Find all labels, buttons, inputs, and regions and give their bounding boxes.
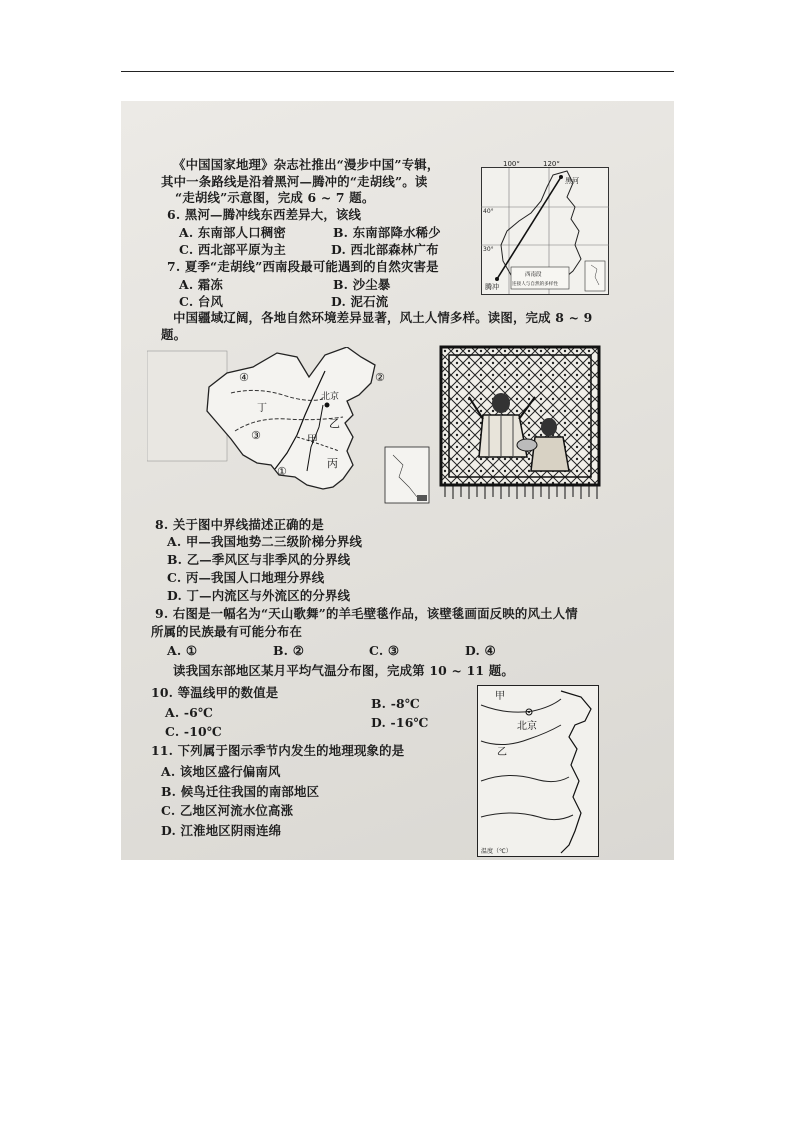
q9-stem-line1: 9. 右图是一幅名为“天山歌舞”的羊毛壁毯作品，该壁毯画面反映的风土人情 — [155, 606, 578, 621]
box-label-southwest: 西南段 — [525, 272, 542, 278]
q8-option-a: A. 甲—我国地势二三级阶梯分界线 — [167, 534, 363, 549]
q9-option-a: A. ① — [167, 643, 198, 658]
q11-option-d: D. 江淮地区阴雨连绵 — [161, 823, 282, 838]
q11-option-a: A. 该地区盛行偏南风 — [161, 764, 281, 779]
q11-stem: 11. 下列属于图示季节内发生的地理现象的是 — [151, 743, 405, 758]
q9-option-c: C. ③ — [369, 643, 400, 658]
q7-option-b: B. 沙尘暴 — [333, 277, 391, 292]
intro2-line1: 中国疆域辽阔，各地自然环境差异显著，风土人情多样。读图，完成 8 ~ 9 — [173, 310, 593, 325]
q6-option-a: A. 东南部人口稠密 — [179, 225, 286, 240]
q8-option-b: B. 乙—季风区与非季风的分界线 — [167, 552, 351, 567]
q9-option-d: D. ④ — [465, 643, 496, 658]
q6-stem: 6. 黑河—腾冲线东西差异大，该线 — [167, 207, 362, 222]
q8-option-c: C. 丙—我国人口地理分界线 — [167, 570, 325, 585]
q7-option-a: A. 霜冻 — [179, 277, 224, 292]
map3-label-jia: 甲 — [495, 691, 505, 702]
intro2-line2: 题。 — [161, 327, 187, 342]
header-rule — [121, 71, 674, 72]
q6-option-c: C. 西北部平原为主 — [179, 242, 287, 257]
q7-option-d: D. 泥石流 — [331, 294, 389, 309]
map3-beijing-label: 北京 — [517, 721, 537, 732]
china-boundary-map — [147, 347, 437, 505]
q10-option-b: B. -8℃ — [371, 696, 420, 711]
q10-stem: 10. 等温线甲的数值是 — [151, 685, 279, 700]
q10-option-a: A. -6℃ — [165, 705, 214, 720]
map3-legend: 温度（℃） — [481, 848, 512, 855]
heihe-label: 黑河 — [565, 177, 579, 185]
map2-marker-4: ④ — [239, 371, 249, 384]
lon-label-100: 100° — [503, 161, 520, 168]
q8-stem: 8. 关于图中界线描述正确的是 — [155, 517, 324, 532]
q7-option-c: C. 台风 — [179, 294, 224, 309]
q10-option-c: C. -10℃ — [165, 724, 222, 739]
tengchong-label: 腾冲 — [485, 283, 499, 291]
tianshan-tapestry-image — [439, 345, 603, 503]
map2-label-yi: 乙 — [329, 417, 340, 430]
q7-stem: 7. 夏季“走胡线”西南段最可能遇到的自然灾害是 — [167, 259, 439, 274]
map2-marker-2: ② — [375, 371, 385, 384]
q11-option-c: C. 乙地区河流水位高涨 — [161, 803, 294, 818]
map2-marker-3: ③ — [251, 429, 261, 442]
map2-label-ding: 丁 — [257, 403, 267, 414]
map3-label-yi: 乙 — [497, 747, 507, 758]
map2-label-bing: 丙 — [327, 457, 338, 470]
hu-line-map — [481, 161, 609, 295]
lat-label-40: 40° — [483, 208, 494, 215]
intro1-line3: “走胡线”示意图，完成 6 ~ 7 题。 — [175, 190, 375, 205]
lon-label-120: 120° — [543, 161, 560, 168]
q6-option-b: B. 东南部降水稀少 — [333, 225, 441, 240]
q11-option-b: B. 候鸟迁往我国的南部地区 — [161, 784, 320, 799]
q10-option-d: D. -16℃ — [371, 715, 429, 730]
q9-stem-line2: 所属的民族最有可能分布在 — [151, 624, 303, 639]
lat-label-30: 30° — [483, 246, 494, 253]
box-label-diversity: 连接人与自然的多样性 — [512, 282, 558, 287]
intro3-line1: 读我国东部地区某月平均气温分布图，完成第 10 ~ 11 题。 — [173, 663, 514, 678]
intro1-line2: 其中一条路线是沿着黑河—腾冲的“走胡线”。读 — [161, 174, 428, 189]
q6-option-d: D. 西北部森林广布 — [331, 242, 439, 257]
intro1-line1: 《中国国家地理》杂志社推出“漫步中国”专辑， — [173, 157, 440, 172]
exam-photo — [121, 101, 674, 860]
map2-label-jia: 甲 — [307, 433, 318, 446]
map2-marker-1: ① — [277, 465, 287, 478]
q9-option-b: B. ② — [273, 643, 305, 658]
map2-beijing-label: 北京 — [321, 392, 340, 402]
q8-option-d: D. 丁—内流区与外流区的分界线 — [167, 588, 351, 603]
isotherm-map — [477, 685, 599, 857]
